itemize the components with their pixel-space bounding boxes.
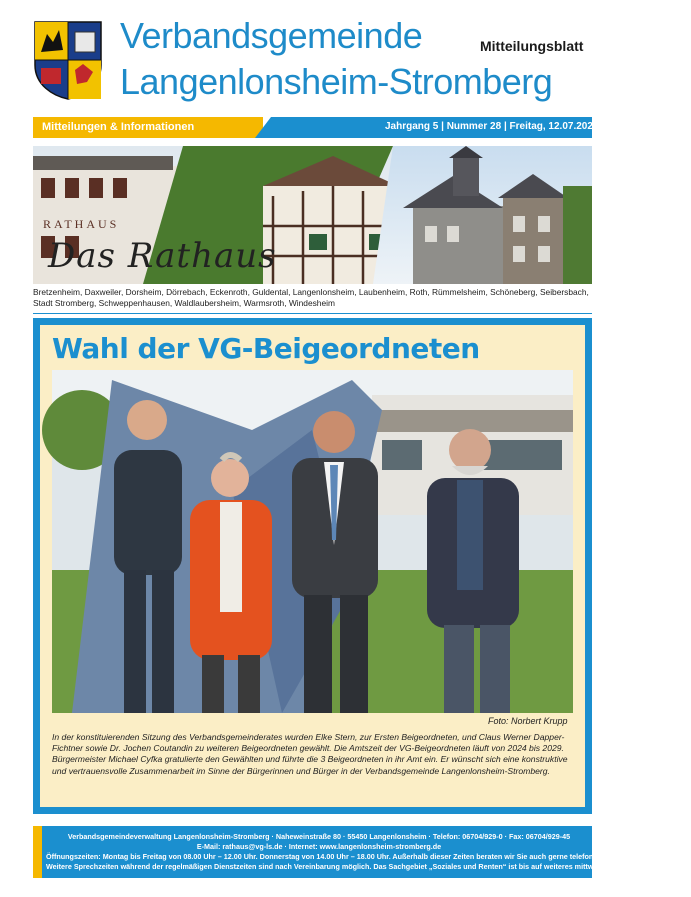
rathaus-sign: RATHAUS	[43, 217, 120, 231]
footer-accent-tab	[33, 826, 42, 878]
section-label: Mitteilungen & Informationen	[42, 121, 195, 133]
publisher-title-line1: Verbandsgemeinde	[120, 15, 423, 56]
photo-credit: Foto: Norbert Krupp	[488, 716, 568, 726]
member-municipalities-list: Bretzenheim, Daxweiler, Dorsheim, Dörrebach, Eckenroth, Guldental, Langenlonsheim, Laubenheim, Roth, Rümmelsheim, Schöneberg, Seibersbach, Stadt Stromberg, Schweppenhausen, Waldlaubersheim, Warmsroth, Windesheim	[33, 287, 589, 308]
footer-opening-hours: Öffnungszeiten: Montag bis Freitag von 08.00 Uhr – 12.00 Uhr. Donnerstag von 14.00 Uhr – 18.00 Uhr. Außerhalb dieser Zeiten beraten wir Sie auch gerne telefonisch.	[46, 852, 610, 861]
divider	[33, 313, 592, 314]
publisher-title-line2: Langenlonsheim-Stromberg	[120, 61, 553, 102]
publication-name: Mitteilungsblatt	[480, 38, 584, 54]
issue-info: Jahrgang 5 | Nummer 28 | Freitag, 12.07.2024	[385, 121, 599, 132]
footer-consultation-note: Weitere Sprechzeiten während der regelmäßigen Dienstzeiten sind nach Vereinbarung möglich. Das Sachgebiet „Soziales und Renten“ ist bis auf weiteres mittwochs ganztags geschlossen.	[46, 862, 691, 871]
article-group-photo	[52, 370, 573, 713]
footer-address: Verbandsgemeindeverwaltung Langenlonsheim-Stromberg · Naheweinstraße 80 · 55450 Langenlonsheim · Telefon: 06704/929-0 · Fax: 06704/929-45	[67, 832, 571, 841]
banner-script-title: Das Rathaus	[48, 236, 277, 276]
article-caption: In der konstituierenden Sitzung des Verbandsgemeinderates wurden Elke Stern, zur Ersten Beigeordneten, und Claus Werner Dapper-Fichtner sowie Dr. Jochen Coutandin zu weiteren Beigeordneten gewählt. Die Amtszeit der VG-Beigeordneten läuft von 2024 bis 2029. Bürgermeister Michael Cyfka gratulierte den Gewählten und führte die 3 Beigeordneten in ihr Amt ein. Er wünscht sich eine konstruktive und vertrauensvolle Zusammenarbeit im Sinne der Bürgerinnen und Bürger in der Verbandsgemeinde Langenlonsheim-Stromberg.	[52, 732, 568, 776]
footer-email-web: E-Mail: rathaus@vg-ls.de · Internet: www.langenlonsheim-stromberg.de	[196, 842, 442, 851]
coat-of-arms-logo	[33, 20, 103, 100]
article-headline: Wahl der VG-Beigeordneten	[52, 332, 480, 365]
